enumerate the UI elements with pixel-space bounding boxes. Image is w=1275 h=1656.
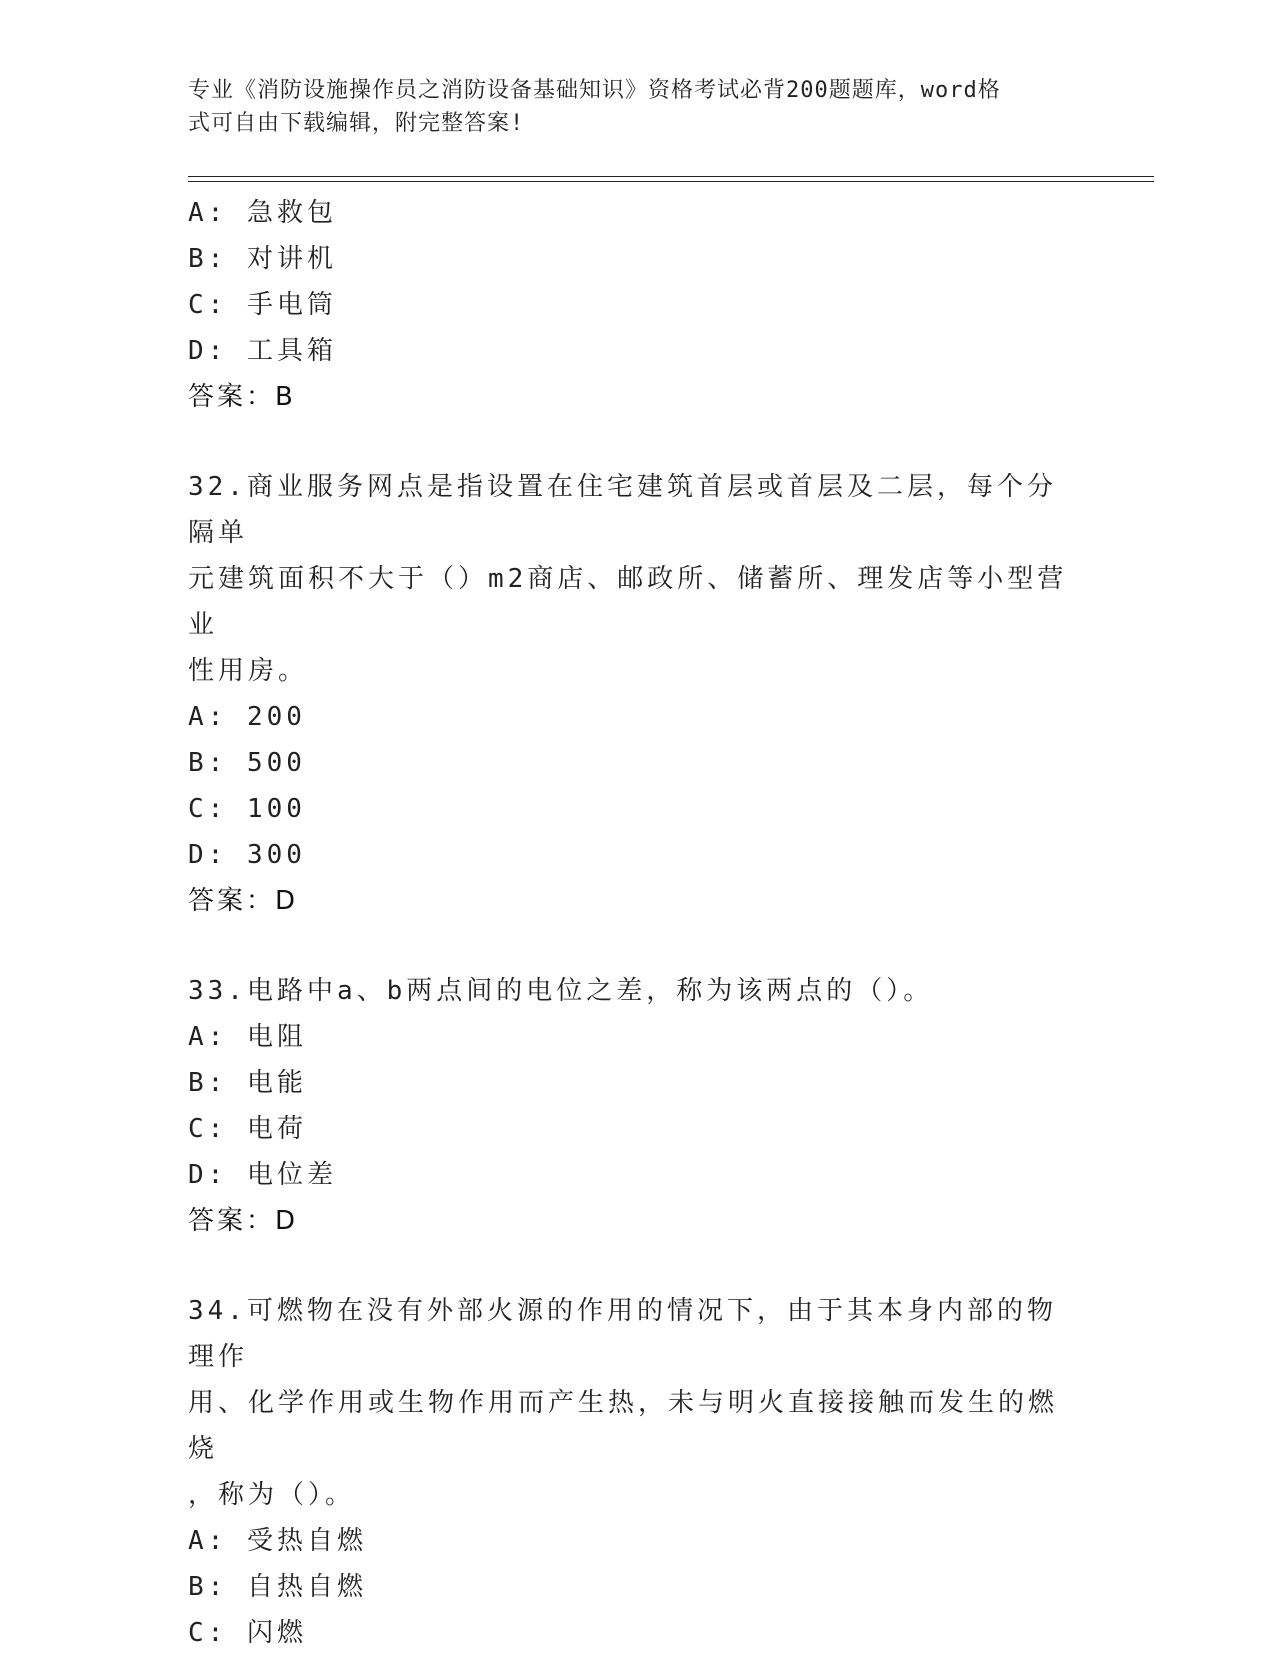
option-a: A: 受热自燃 [188,1526,367,1556]
question-31-continuation [188,190,1088,420]
question-text-line: 32.商业服务网点是指设置在住宅建筑首层或首层及二层，每个分隔单 [188,472,1057,548]
option-b: B: 自热自燃 [188,1572,367,1602]
answer-line: 答案：D [188,1206,299,1236]
question-text [188,1288,1068,1518]
option-a: A: 200 [188,702,306,732]
header-divider-bottom [188,181,1154,182]
question-list [188,190,1088,1656]
document-header [188,74,1068,140]
question-text-line: 33.电路中a、b两点间的电位之差，称为该两点的（）。 [188,976,934,1006]
question-34 [188,1288,1088,1656]
question-33 [188,968,1088,1244]
question-text-line: 性用房。 [188,656,309,686]
question-text-line: 用、化学作用或生物作用而产生热，未与明火直接接触而发生的燃烧 [188,1388,1059,1464]
option-c: C: 100 [188,794,306,824]
header-title-line-2: 式可自由下载编辑，附完整答案! [188,111,525,136]
header-divider-top [188,176,1154,177]
question-text-line: 元建筑面积不大于（）m2商店、邮政所、储蓄所、理发店等小型营业 [188,564,1068,640]
option-b: B: 电能 [188,1068,307,1098]
question-text [188,464,1068,694]
option-d: D: 300 [188,840,306,870]
option-a: A: 电阻 [188,1022,307,1052]
header-title-line-1: 专业《消防设施操作员之消防设备基础知识》资格考试必背200题题库，word格 [188,78,1001,103]
answer-line: 答案：D [188,886,299,916]
option-d: D: 工具箱 [188,336,337,366]
answer-line: 答案：B [188,382,296,412]
option-c: C: 电荷 [188,1114,307,1144]
question-text-line: ，称为（）。 [188,1480,356,1510]
question-text [188,968,1068,1014]
option-a: A: 急救包 [188,198,337,228]
option-b: B: 对讲机 [188,244,337,274]
option-b: B: 500 [188,748,306,778]
question-32 [188,464,1088,924]
option-d: D: 电位差 [188,1160,337,1190]
option-c: C: 闪燃 [188,1618,307,1648]
option-c: C: 手电筒 [188,290,337,320]
question-text-line: 34.可燃物在没有外部火源的作用的情况下，由于其本身内部的物理作 [188,1296,1057,1372]
